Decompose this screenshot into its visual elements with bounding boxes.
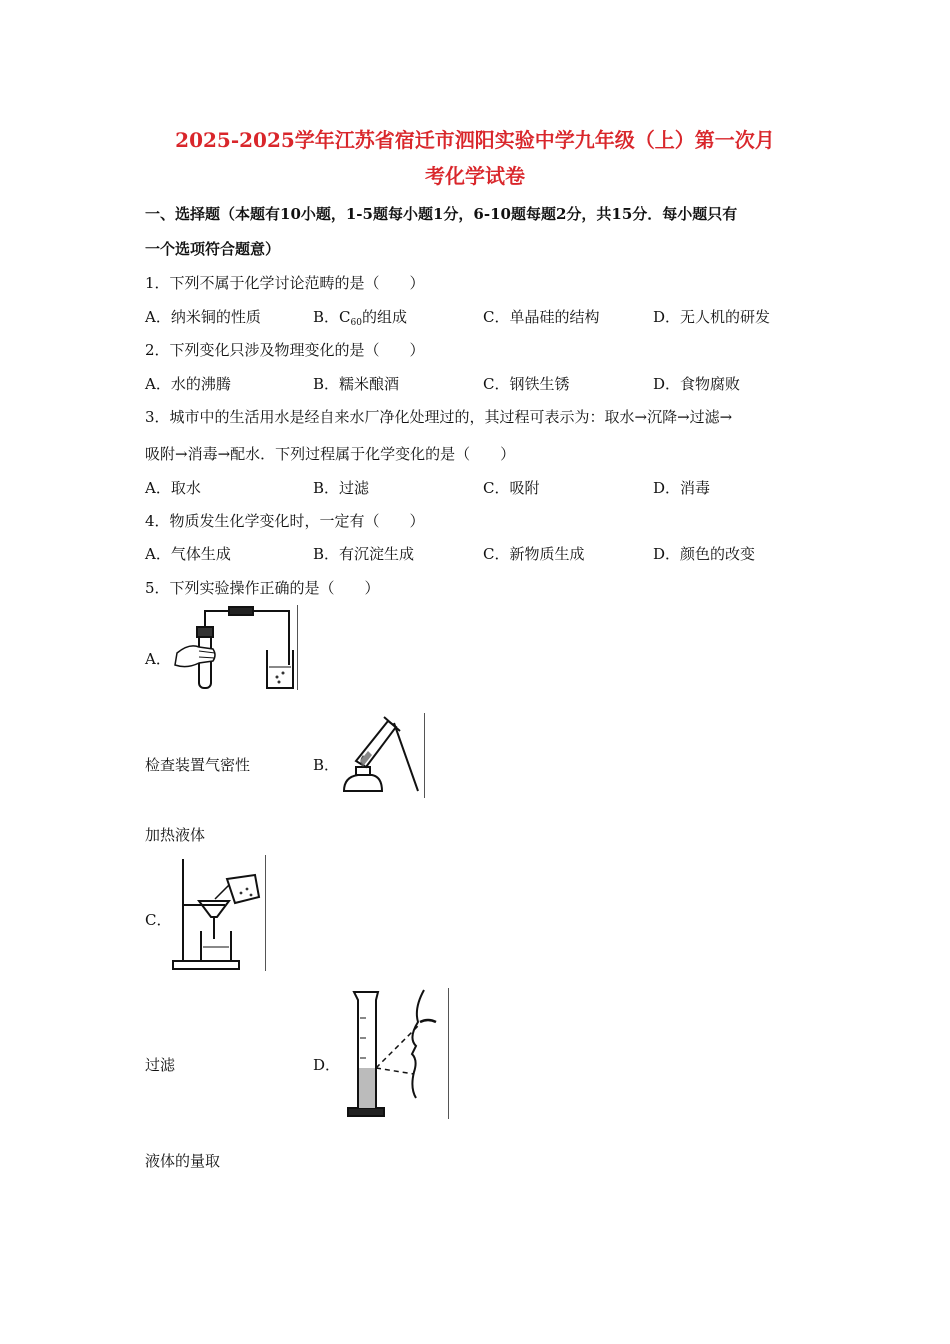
q1-option-b-subscript: 60 <box>350 318 362 328</box>
q5-option-d-label: D． <box>313 1056 341 1074</box>
q5-option-c-caption: 过滤 <box>145 1056 176 1074</box>
q5-option-a-caption: 检查装置气密性 <box>145 756 251 774</box>
q3-option-c: C．吸附 <box>483 479 540 497</box>
q5-option-c-label: C． <box>145 911 172 929</box>
airtight-check-apparatus-icon <box>169 605 298 690</box>
q2-option-d: D．食物腐败 <box>653 375 741 393</box>
q1-option-b-prefix: B．C <box>313 308 351 326</box>
section-heading-line2: 一个选项符合题意） <box>145 240 281 258</box>
q1-option-c: C．单晶硅的结构 <box>483 308 600 326</box>
q4-option-d: D．颜色的改变 <box>653 545 756 563</box>
q3-stem-line1: 3．城市中的生活用水是经自来水厂净化处理过的，其过程可表示为：取水→沉降→过滤→ <box>145 408 733 426</box>
filtration-apparatus-icon <box>169 855 266 971</box>
q3-stem-line2: 吸附→消毒→配水．下列过程属于化学变化的是（ ） <box>145 445 516 463</box>
q3-option-a: A．取水 <box>145 479 201 497</box>
graduated-cylinder-reading-icon <box>338 988 449 1119</box>
section-heading-line1: 一、选择题（本题有10小题，1-5题每小题1分，6-10题每题2分，共15分．每小题只有 <box>145 205 738 223</box>
q2-option-c: C．钢铁生锈 <box>483 375 570 393</box>
q4-option-a: A．气体生成 <box>145 545 231 563</box>
test-tube-heating-apparatus-icon <box>338 713 425 798</box>
q3-option-d: D．消毒 <box>653 479 711 497</box>
q5-option-b-label: B． <box>313 756 340 774</box>
q2-option-b: B．糯米酿酒 <box>313 375 400 393</box>
q5-option-b-caption: 加热液体 <box>145 826 206 844</box>
q4-option-c: C．新物质生成 <box>483 545 585 563</box>
q1-option-b-suffix: 的组成 <box>361 308 407 326</box>
q2-stem: 2．下列变化只涉及物理变化的是（ ） <box>145 341 425 359</box>
exam-title-line1: 2025-2025学年江苏省宿迁市泗阳实验中学九年级（上）第一次月 <box>175 128 775 152</box>
q1-option-d: D．无人机的研发 <box>653 308 771 326</box>
q5-option-a-label: A． <box>145 650 171 668</box>
q4-option-b: B．有沉淀生成 <box>313 545 415 563</box>
q5-stem: 5．下列实验操作正确的是（ ） <box>145 579 380 597</box>
q1-option-b <box>313 306 407 328</box>
q1-option-a: A．纳米铜的性质 <box>145 308 261 326</box>
q2-option-a: A．水的沸腾 <box>145 375 231 393</box>
q1-stem: 1．下列不属于化学讨论范畴的是（ ） <box>145 274 425 292</box>
exam-title-line2: 考化学试卷 <box>425 164 525 188</box>
q3-option-b: B．过滤 <box>313 479 370 497</box>
q4-stem: 4．物质发生化学变化时，一定有（ ） <box>145 512 425 530</box>
q5-option-d-caption: 液体的量取 <box>145 1152 221 1170</box>
